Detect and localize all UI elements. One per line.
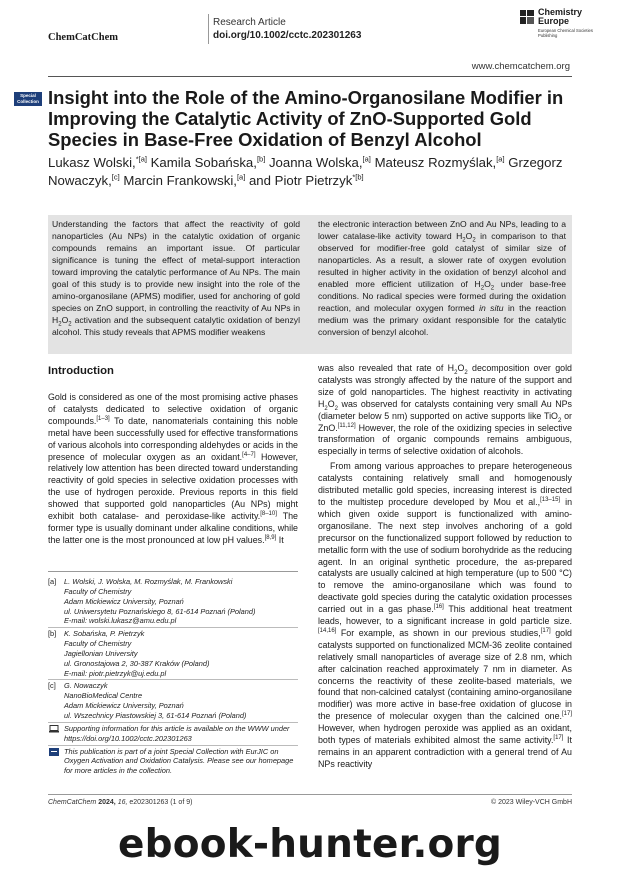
affiliation-b: [b] K. Sobańska, P. Pietrzyk Faculty of Chemistry Jagiellonian University ul. Gronostajowa 2, 30-387 Kraków (Poland) E-mail: piotr.pietrzyk@uj.edu.pl [48,629,210,678]
publisher-subtitle: European Chemical Societies Publishing [538,28,593,38]
watermark: ebook-hunter.org [117,822,503,867]
citation[interactable]: [16] [433,604,444,611]
journal-name: ChemCatChem [48,32,118,43]
abstract-left-column: Understanding the factors that affect the reactivity of gold nanoparticles (Au NPs) in the catalytic oxidation of organic compounds remains an important issue. Of particular significance is tuning the effect of metal-support interaction toward improving the catalytic performance of Au NPs. The main goal of this study is to provide new insight into the role of the amino-organosilane (APMS) modifier, used for anchoring of gold species on ZnO support, in controlling the reactivity of Au NPs in $H_2O_2$ activation and the subsequent catalytic oxidation of benzyl alcohol. This study reveals that APMS modifier weakens [52,219,300,337]
author-name[interactable]: Marcin Frankowski, [123,173,237,188]
author-name[interactable]: Kamila Sobańska, [150,155,257,170]
author-affiliation-marker: [c] [111,172,120,182]
supporting-info-note[interactable]: Supporting information for this article is available on the WWW under https://doi.org/10.1002/cctc.202301263 [48,724,298,744]
email-link[interactable]: E-mail: wolski.lukasz@amu.edu.pl [64,616,177,626]
affiliation-label: [a] [48,577,57,586]
author-conjunction: and [248,173,271,188]
affiliations [48,577,298,776]
author-affiliation-marker: *[a] [135,154,147,164]
doi-link[interactable]: doi.org/10.1002/cctc.202301263 [213,30,362,41]
divider [48,722,298,723]
header-rule [48,76,572,77]
author-affiliation-marker: *[b] [352,172,364,182]
divider [48,745,298,746]
affiliation-label: [c] [48,681,56,691]
footer-citation: ChemCatChem 2024, 16, e202301263 (1 of 9) [48,799,193,806]
affiliation-label: [b] [48,629,57,639]
intro-paragraph-2: From among various approaches to prepare heterogeneous catalysts containing relatively small and homogenously distributed metallic gold species, increasing interest is directed to the multistep procedure developed by Mou et al.,[13–15] in which given oxide support is functionalized with amino-organosilane. The next step involves anchoring of a gold precursor on the functionalized support followed by reduction to metallic form with the use of sodium borohydride as the reducing agent. In an original synthetic procedure, the as-prepared catalysts are usually calcined at high temperature (up to 500 °C) to remove the amino-organosilane which was found to deactivate gold species during the catalytic oxidation processes carried out in a gas phase.[16] This additional heat treatment leads, however, to a significant increase in gold particle size.[14,16] For example, as shown in our previous studies,[17] gold catalysts supported on functionalized MCM-36 zeolite contained relatively small nanoparticles of average size of 2.8 nm, which after calcination reached approximately 7 nm in diameter. As concerns the reactivity of these zeolite-based materials, we found that non-calcined catalyst (containing amino-organosilane modifier) was more active in base-free oxidation of glucose in the presence of molecular oxygen than the calcined one.[17] However, when hydrogen peroxide was applied as an oxidant, both types of materials exhibited almost the same activity.[17] It remains in an apparent contradiction with a general trend of Au NPs reactivity [318,461,573,769]
affiliation-c: [c] G. Nowaczyk NanoBioMedical Centre Adam Mickiewicz University, Poznań ul. Wszechnicy Piastowskiej 3, 61-614 Poznań (Poland) [48,681,247,720]
citation[interactable]: [8–10] [260,511,277,518]
author-affiliation-marker: [a] [362,154,371,164]
author-name[interactable]: Lukasz Wolski, [48,155,136,170]
citation[interactable]: [11,12] [337,422,356,429]
footer-copyright: © 2023 Wiley-VCH GmbH [490,799,572,806]
divider [48,679,298,680]
citation[interactable]: [13–15] [540,497,561,503]
badge-line-1: Special [20,93,36,98]
citation[interactable]: [8,9] [264,534,277,541]
author-affiliation-marker: [a] [236,172,246,182]
citation[interactable]: [17] [553,735,564,742]
header-divider [208,14,209,44]
site-url-link[interactable]: www.chemcatchem.org [471,61,570,72]
body-right-column [318,363,572,771]
author-affiliation-marker: [b] [256,154,266,164]
publisher-name: Chemistry Europe [538,7,583,26]
divider [48,627,298,628]
body-left-column [48,392,298,547]
article-title: Insight into the Role of the Amino-Organosilane Modifier in Improving the Catalytic Activity of ZnO-Supported Gold Species in Base-Free Oxidation of Benzyl Alcohol [48,87,564,150]
intro-paragraph-1-continued: was also revealed that rate of $H_2O_2$ decomposition over gold catalysts was strongly affected by the nature of the support and size of gold nanoparticles. The highest reactivity in activating $H_2O_2$ was observed for catalysts containing very small Au NPs (diameter below 5 nm) supported on active supports like TiO$_2$ or ZnO.[11,12] However, the role of the oxidizing species in selective transformation of organic compounds remains ambiguous, especially in terms of selective oxidation of alcohols. [318,363,573,457]
supporting-info-icon [49,725,59,733]
author-name[interactable]: Joanna Wolska, [268,155,363,170]
section-heading-introduction: Introduction [48,365,114,377]
publisher-logo[interactable] [520,8,598,44]
badge-line-2: Collection [17,99,39,104]
publisher-logo-icon [520,10,534,24]
author-name[interactable]: Grzegorz Nowaczyk, [48,155,563,188]
citation[interactable]: [17] [561,711,572,718]
citation[interactable]: [17] [540,627,551,634]
abstract-box [48,215,572,354]
special-collection-badge[interactable] [14,92,42,106]
citation[interactable]: [14,16] [318,627,337,634]
affiliations-rule [48,571,298,572]
footer-rule [48,794,572,795]
affiliation-a: [a] L. Wolski, J. Wolska, M. Rozmyślak, M. Frankowski Faculty of Chemistry Adam Mickiewicz University, Poznań ul. Uniwersytetu Poznańskiego 8, 61-614 Poznań (Poland) E-mail: wolski.lukasz@amu.edu.pl [48,577,256,626]
author-name[interactable]: Piotr Pietrzyk [274,173,353,188]
abstract-right-column: the electronic interaction between ZnO and Au NPs, leading to a lower catalase-like activity toward $H_2O_2$ in comparison to that observed for modifier-free gold catalyst of similar size of nanoparticles. As a result, a slower rate of oxygen evolution resulted in higher activity in the oxidation of benzyl alcohol and enabled more efficient utilization of $H_2O_2$ under base-free conditions. No radical species were formed during the oxidation reaction, and molecular oxygen formed in situ in the reaction medium was the primary oxidant responsible for the catalytic conversion of benzyl alcohol. [318,219,567,337]
citation[interactable]: [4–7] [242,451,256,458]
intro-paragraph-1: Gold is considered as one of the most promising active phases of catalysts dedicated to selective oxidation of organic compounds.[1–3] To date, nanomaterials containing this noble metal have been successfully used for effective transformations of various alcohols into corresponding aldehydes or acids in the presence of molecular oxygen as an oxidant.[4–7] However, relatively low attention has been directed toward understanding reactivity of gold species in selective oxidation processes with the use of hydrogen peroxide. Previous reports in this field showed that supported gold nanoparticles (Au NPs) might exhibit both catalase- and peroxidase-like activity.[8–10] The former type is usually dominant under alkaline conditions, while the latter one is the most pronounced at low pH values.[8,9] It [48,392,298,545]
special-collection-note[interactable]: This publication is part of a joint Special Collection with EurJIC on Oxygen Activation and Oxidation Catalysis. Please see our homepage for more articles in the collection. [48,747,298,777]
author-list [48,154,568,190]
article-type: Research Article [213,17,286,28]
author-name[interactable]: Mateusz Rozmyślak, [374,155,497,170]
special-collection-icon [49,748,59,756]
citation[interactable]: [1–3] [96,415,110,422]
email-link[interactable]: E-mail: piotr.pietrzyk@uj.edu.pl [64,668,167,678]
author-affiliation-marker: [a] [496,154,505,164]
